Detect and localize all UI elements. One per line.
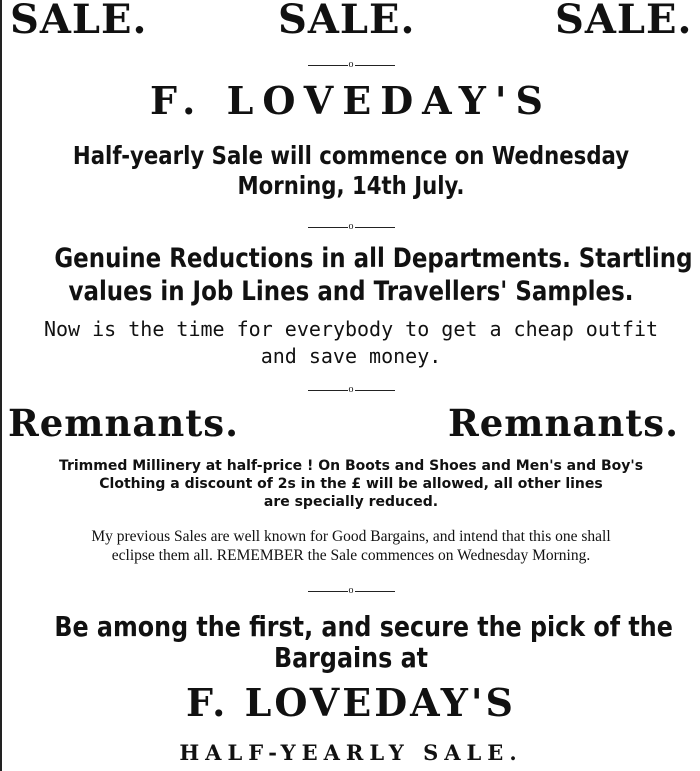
divider	[2, 586, 700, 596]
divider-mark: o	[348, 384, 354, 395]
brand-title-top: F. LOVEDAY'S	[150, 78, 552, 123]
sale-word-center: SALE.	[278, 0, 416, 43]
sale-header-row	[2, 0, 700, 48]
previous-line-1: My previous Sales are well known for Good Bargains, and intend that this one shall	[91, 528, 611, 545]
announcement-line-1: Half-yearly Sale will commence on Wednesday	[72, 141, 630, 170]
closing-line-2: Bargains at	[273, 641, 429, 674]
divider-mark: o	[348, 585, 354, 596]
previous-line-2: eclipse them all. REMEMBER the Sale commences on Wednesday Morning.	[111, 547, 591, 564]
remnants-right: Remnants.	[448, 401, 680, 445]
sale-word-left: SALE.	[10, 0, 148, 43]
divider-mark: o	[348, 221, 354, 232]
sale-word-right: SALE.	[555, 0, 693, 43]
now-line-2: and save money.	[260, 344, 442, 368]
now-line-1: Now is the time for everybody to get a cheap outfit	[43, 317, 659, 341]
offers-line-1: Trimmed Millinery at half-price ! On Boots and Shoes and Men's and Boy's	[58, 458, 644, 474]
divider-mark: o	[348, 59, 354, 70]
offers-line-2: Clothing a discount of 2s in the £ will be allowed, all other lines	[99, 476, 603, 492]
reductions-line-1: Genuine Reductions in all Departments. Startling	[54, 243, 693, 274]
announcement-line-2: Morning, 14th July.	[237, 171, 465, 200]
remnants-left: Remnants.	[8, 401, 240, 445]
reductions-line-2: values in Job Lines and Travellers' Samples.	[68, 276, 634, 307]
divider	[2, 385, 700, 395]
half-yearly-sale-footer: HALF-YEARLY SALE.	[179, 740, 523, 765]
divider	[2, 60, 700, 70]
closing-line-1: Be among the first, and secure the pick of the	[54, 610, 673, 643]
offers-line-3: are specially reduced.	[263, 494, 439, 510]
brand-title-bottom: F. LOVEDAY'S	[186, 680, 516, 725]
divider	[2, 222, 700, 232]
